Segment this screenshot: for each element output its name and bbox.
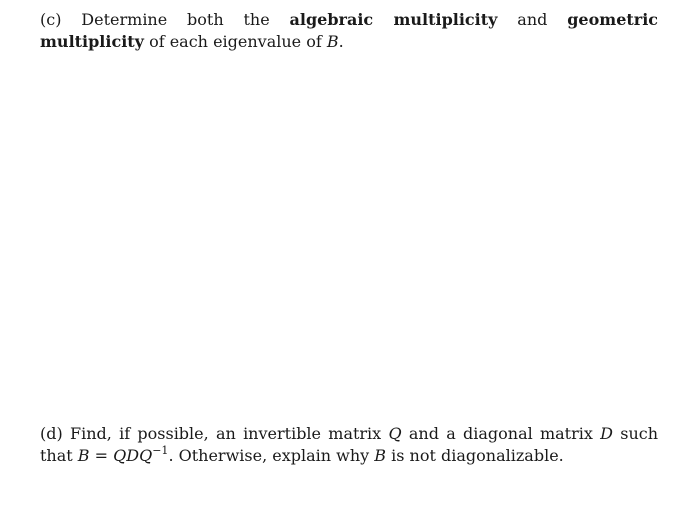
equation-rhs: QDQ xyxy=(113,446,153,465)
part-d-text-3: such that xyxy=(40,424,659,465)
geometric-multiplicity-term: geometric multiplicity xyxy=(40,10,659,51)
matrix-b-symbol-2: B xyxy=(374,446,387,465)
matrix-b-symbol: B xyxy=(326,32,339,51)
matrix-q-symbol: Q xyxy=(388,424,402,443)
part-d-text-4: . Otherwise, explain why xyxy=(168,446,370,465)
algebraic-multiplicity-term: algebraic multiplicity xyxy=(289,10,498,29)
part-d-label: (d) xyxy=(40,424,63,443)
part-c-period: . xyxy=(338,32,344,51)
diagonalization-equation xyxy=(77,443,169,465)
matrix-d-symbol: D xyxy=(600,424,613,443)
problem-part-c xyxy=(40,9,658,53)
part-d-text-5: is not diagonalizable. xyxy=(391,446,564,465)
part-c-text-2: and xyxy=(517,10,548,29)
part-c-label: (c) xyxy=(40,10,62,29)
problem-part-d xyxy=(40,423,658,467)
part-c-text-3: of each eigenvalue of xyxy=(149,32,322,51)
inverse-exponent: −1 xyxy=(152,443,169,457)
equation-equals-sign: = xyxy=(94,446,109,465)
part-d-text-1: Find, if possible, an invertible matrix xyxy=(70,424,382,443)
equation-lhs: B xyxy=(77,446,90,465)
part-d-text-2: and a diagonal matrix xyxy=(408,424,593,443)
part-c-text-1: Determine both the xyxy=(81,10,270,29)
